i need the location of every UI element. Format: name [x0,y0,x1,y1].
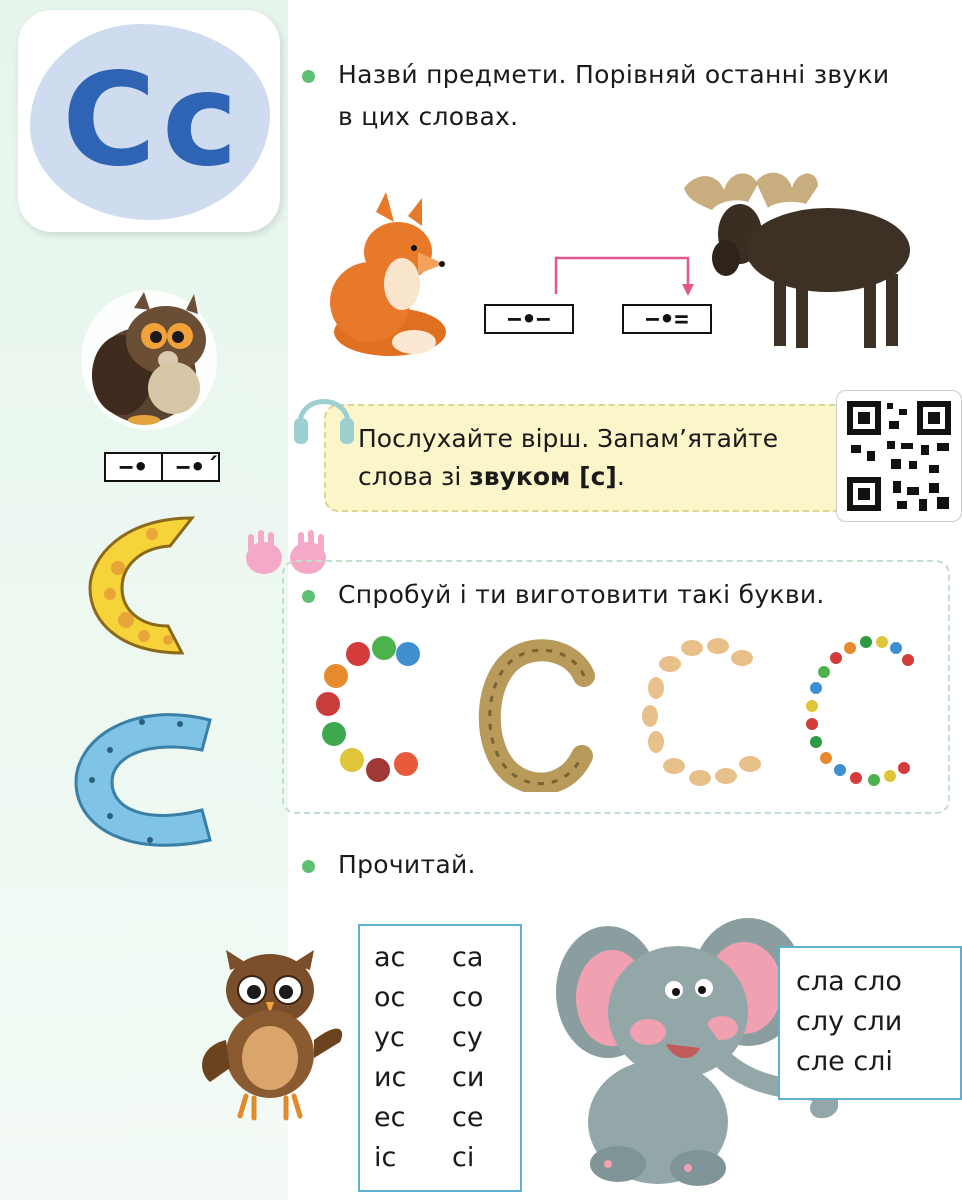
task-bullet [302,860,315,873]
task3-text: Спробуй і ти виготовити такі букви. [338,580,825,609]
task-bullet [302,590,315,603]
task-bullet [302,70,315,83]
syllable: су [452,1022,483,1053]
owl-small-illustration [190,950,350,1122]
syllable: со [452,982,484,1013]
syllable: слу [796,1006,845,1037]
fox-illustration [318,192,448,360]
task1-text-line2: в цих словах. [338,102,519,131]
syllable: сло [853,966,902,997]
button-letter-c [312,632,436,792]
moose-illustration [678,160,920,356]
bead-letter-c [798,632,924,792]
owl-sound-scheme [104,452,220,484]
syllable: сла [796,966,845,997]
syllable-column-right [452,938,484,1178]
listen-line2-suffix: . [616,462,625,491]
syllable: ус [374,1022,405,1053]
listen-line2 [358,458,778,496]
qr-code[interactable] [836,390,962,522]
syllable-table [358,924,522,1192]
syllable: се [452,1102,484,1133]
page-letter-title: Сс [62,46,244,195]
syllable: сле [796,1046,845,1077]
scheme-cell: −• [119,453,148,481]
task1-text-line1: Назви́ предмети. Порівняй останні звуки [338,60,890,89]
owl-illustration [74,280,220,430]
comparison-arrow [548,250,698,296]
listen-line2-bold: звуком [с] [469,462,617,491]
bean-letter-c [632,632,768,792]
task4-text: Прочитай. [338,850,476,879]
syllable-row [796,1002,902,1042]
horseshoe-illustration [70,700,224,860]
syllable: си [452,1062,485,1093]
syllable: са [452,942,484,973]
syllable: ес [374,1102,406,1133]
syllable: ос [374,982,406,1013]
syllable: сли [852,1006,903,1037]
rope-letter-c [476,636,596,792]
syllable-table-2 [778,946,962,1100]
syllable: ис [374,1062,407,1093]
listen-task-text [358,420,778,496]
scheme-box [104,452,220,482]
headphones-icon[interactable] [292,378,356,448]
fox-sound-scheme: −•− [484,304,574,334]
syllable-row [796,962,902,1002]
syllable-column-left [374,938,406,1178]
syllable: іс [374,1142,397,1173]
moose-sound-scheme: −•= [622,304,712,334]
syllable: сі [452,1142,475,1173]
listen-line2-prefix: слова зі [358,462,470,491]
cheese-letter-illustration [82,508,212,658]
scheme-cell: −•́ [161,454,218,480]
syllable: слі [853,1046,893,1077]
syllable: ас [374,942,406,973]
syllable-row [796,1042,893,1082]
listen-line1: Послухайте вірш. Запам’ятайте [358,424,779,453]
